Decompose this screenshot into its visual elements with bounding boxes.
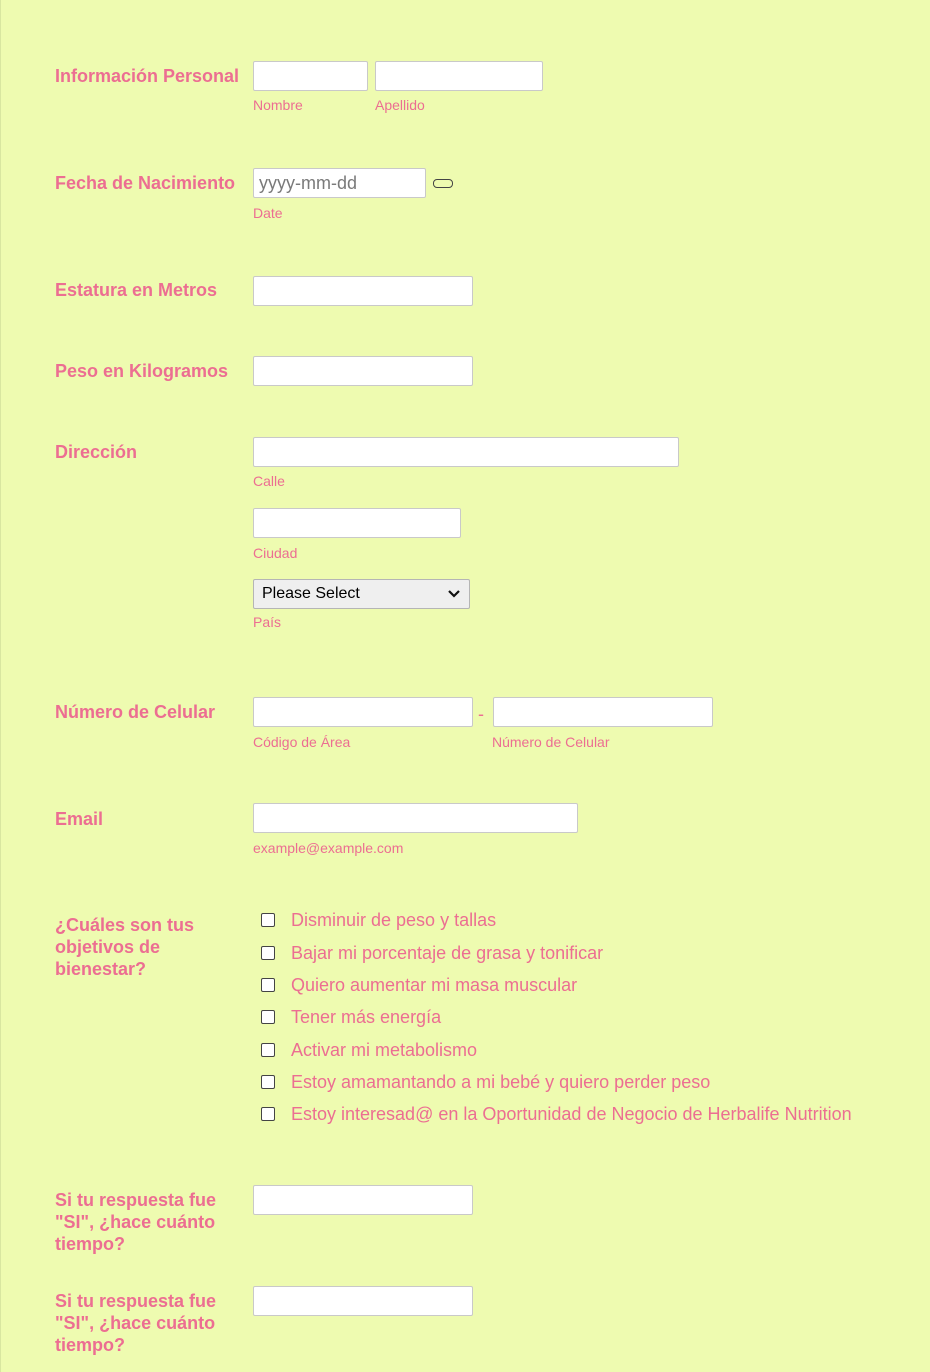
goal-option-label: Estoy interesad@ en la Oportunidad de Negocio de Herbalife Nutrition bbox=[291, 1103, 852, 1124]
phone-number-sublabel: Número de Celular bbox=[492, 734, 610, 750]
goal-option-label: Bajar mi porcentaje de grasa y tonificar bbox=[291, 942, 604, 963]
checkbox[interactable] bbox=[261, 1043, 275, 1057]
goals-label: ¿Cuáles son tus objetivos de bienestar? bbox=[55, 915, 195, 979]
goal-option[interactable] bbox=[261, 1005, 441, 1029]
goal-option[interactable] bbox=[261, 1102, 852, 1126]
goal-option[interactable] bbox=[261, 908, 496, 932]
weight-label: Peso en Kilogramos bbox=[55, 361, 229, 381]
last-name-input[interactable] bbox=[375, 61, 543, 91]
goal-option-label: Estoy amamantando a mi bebé y quiero perder peso bbox=[291, 1071, 711, 1092]
calendar-icon[interactable] bbox=[433, 179, 453, 188]
height-input[interactable] bbox=[253, 276, 473, 306]
street-sublabel: Calle bbox=[253, 473, 285, 489]
goal-option[interactable] bbox=[261, 973, 577, 997]
birthdate-sublabel: Date bbox=[253, 205, 283, 221]
first-name-input[interactable] bbox=[253, 61, 368, 91]
phone-label: Número de Celular bbox=[55, 702, 216, 722]
phone-number-input[interactable] bbox=[493, 697, 713, 727]
last-name-sublabel: Apellido bbox=[375, 97, 425, 113]
phone-separator: - bbox=[478, 704, 484, 724]
goal-option[interactable] bbox=[261, 941, 603, 965]
first-name-sublabel: Nombre bbox=[253, 97, 303, 113]
goal-option[interactable] bbox=[261, 1038, 477, 1062]
country-select[interactable] bbox=[253, 579, 470, 609]
country-sublabel: País bbox=[253, 614, 282, 630]
followup-2-input[interactable] bbox=[253, 1286, 473, 1316]
country-select-value: Please Select bbox=[262, 585, 360, 602]
goal-option-label: Quiero aumentar mi masa muscular bbox=[291, 974, 578, 995]
city-input[interactable] bbox=[253, 508, 461, 538]
birthdate-input[interactable] bbox=[253, 168, 426, 198]
checkbox[interactable] bbox=[261, 1107, 275, 1121]
personal-info-label: Información Personal bbox=[55, 66, 240, 86]
weight-input[interactable] bbox=[253, 356, 473, 386]
goal-option[interactable] bbox=[261, 1070, 710, 1094]
checkbox[interactable] bbox=[261, 913, 275, 927]
goal-option-label: Disminuir de peso y tallas bbox=[291, 909, 497, 930]
followup-2-label: Si tu respuesta fue "SI", ¿hace cuánto tiempo? bbox=[55, 1291, 217, 1355]
page-edge bbox=[0, 0, 1, 1372]
goal-option-label: Tener más energía bbox=[291, 1006, 442, 1027]
email-sublabel: example@example.com bbox=[253, 840, 404, 856]
area-code-sublabel: Código de Área bbox=[253, 734, 351, 750]
chevron-down-icon bbox=[447, 589, 461, 599]
email-label: Email bbox=[55, 809, 104, 829]
street-input[interactable] bbox=[253, 437, 679, 467]
address-label: Dirección bbox=[55, 442, 138, 462]
checkbox[interactable] bbox=[261, 946, 275, 960]
followup-1-input[interactable] bbox=[253, 1185, 473, 1215]
checkbox[interactable] bbox=[261, 1075, 275, 1089]
email-input[interactable] bbox=[253, 803, 578, 833]
followup-1-label: Si tu respuesta fue "SI", ¿hace cuánto tiempo? bbox=[55, 1190, 217, 1254]
checkbox[interactable] bbox=[261, 1010, 275, 1024]
birthdate-label: Fecha de Nacimiento bbox=[55, 173, 236, 193]
goal-option-label: Activar mi metabolismo bbox=[291, 1039, 478, 1060]
area-code-input[interactable] bbox=[253, 697, 473, 727]
checkbox[interactable] bbox=[261, 978, 275, 992]
city-sublabel: Ciudad bbox=[253, 545, 298, 561]
height-label: Estatura en Metros bbox=[55, 280, 218, 300]
